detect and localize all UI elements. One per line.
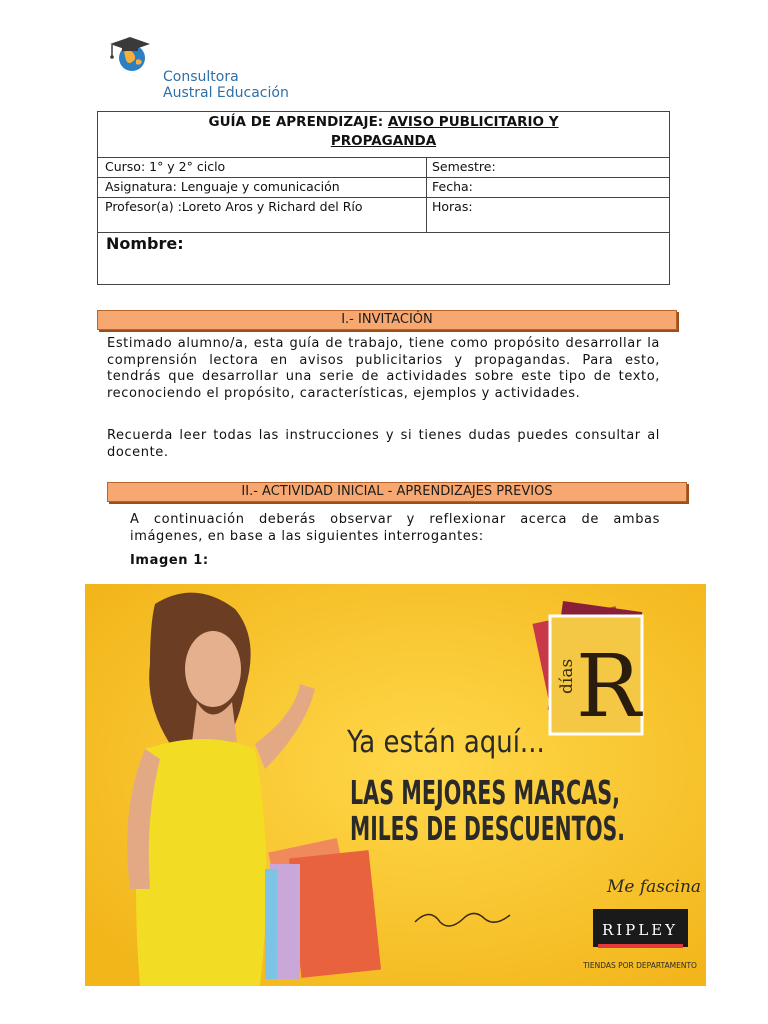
logo-text [163,69,289,101]
ripley-subtitle: TIENDAS POR DEPARTAMENTO [583,961,697,970]
section-1-heading: I.- INVITACIÓN [97,310,677,330]
asignatura-cell: Asignatura: Lenguaje y comunicación [105,179,340,194]
logo-line-2: Austral Educación [163,85,289,101]
profesor-cell: Profesor(a) :Loreto Aros y Richard del Río [105,199,363,214]
nombre-field: Nombre: [106,234,184,253]
row-profesor [98,198,669,233]
logo-line-1: Consultora [163,69,239,85]
row-curso [98,158,669,178]
badge-small-text: días [557,658,577,694]
section-1-paragraph-2: Recuerda leer todas las instrucciones y si tienes dudas puedes consultar al docente. [107,428,660,460]
title-topic-1: AVISO PUBLICITARIO Y [387,114,559,130]
guide-title [98,112,669,158]
curso-cell: Curso: 1° y 2° ciclo [105,159,226,174]
badge-letter: R [576,637,641,737]
title-prefix: GUÍA DE APRENDIZAJE: [208,114,388,130]
ad-headline-2: LAS MEJORES MARCAS, [350,773,620,812]
ad-slogan: Me fascina [607,877,702,897]
semestre-cell: Semestre: [432,159,496,174]
ripley-logo-text: RIPLEY [601,921,679,939]
ad-illustration [85,584,706,986]
section-2-paragraph: A continuación deberás observar y reflexionar acerca de ambas imágenes, en base a las siguientes interrogantes: [130,512,660,544]
row-asignatura [98,178,669,198]
image-1-label: Imagen 1: [130,553,209,568]
ripley-advertisement-image [85,584,706,986]
fecha-cell: Fecha: [432,179,473,194]
dias-r-badge [532,601,643,737]
section-1-paragraph-1: Estimado alumno/a, esta guía de trabajo, tiene como propósito desarrollar la comprensión lectora en avisos publicitarios y propagandas. Para esto, tendrás que desarrollar una serie de actividades sobre este tipo de texto, reconociendo el propósito, características, ejemplos y actividades. [107,336,660,401]
section-2-heading: II.- ACTIVIDAD INICIAL - APRENDIZAJES PREVIOS [107,482,687,502]
ad-headline-1: Ya están aquí... [347,724,545,760]
title-topic-2: PROPAGANDA [330,133,437,149]
logo-graduation-globe-icon [106,34,154,74]
ad-headline-3: MILES DE DESCUENTOS. [350,809,625,848]
horas-cell: Horas: [432,199,473,214]
header-table [97,111,670,285]
